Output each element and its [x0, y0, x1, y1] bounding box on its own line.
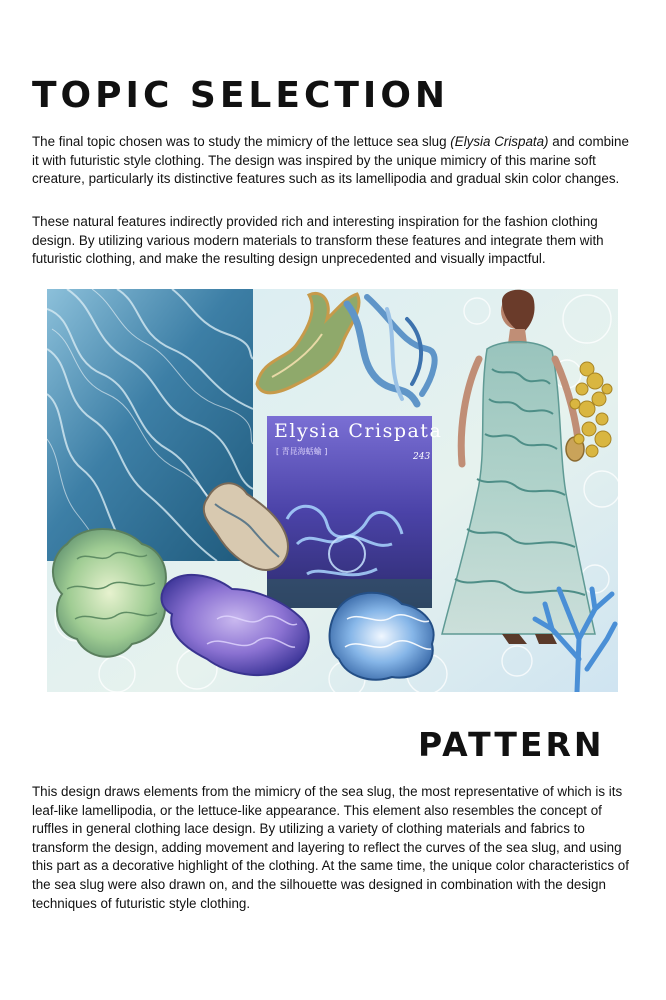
book-cover-page-number: 243 — [413, 452, 431, 462]
moodboard-artwork — [47, 289, 618, 692]
book-cover-title: Elysia Crispata — [274, 420, 443, 442]
topic-intro-paragraph — [32, 133, 632, 189]
species-name-italic: (Elysia Crispata) — [450, 134, 549, 149]
topic-intro-text-start: The final topic chosen was to study the mimicry of the lettuce sea slug — [32, 134, 451, 149]
book-cover-subtitle: [ 青昆海蛞蝓 ] — [276, 447, 328, 456]
pattern-heading: PATTERN — [418, 725, 605, 764]
pattern-description-paragraph: This design draws elements from the mimicry of the sea slug, the most representative of which is its leaf-like lamellipodia, or the lettuce-like appearance. This element also resembles the concept of ruffles in general clothing lace design. By utilizing a variety of clothing materials and fabrics to transform the design, adding movement and layering to reflect the curves of the sea slug, and using this part as a decorative highlight of the clothing. At the same time, the unique color characteristics of the sea slug were also drawn on, and the silhouette was designed in combination with the design techniques of futuristic style clothing. — [32, 784, 629, 911]
sea-slug-moodboard-collage — [47, 289, 618, 692]
topic-selection-heading: TOPIC SELECTION — [32, 75, 450, 116]
topic-inspiration-paragraph: These natural features indirectly provided rich and interesting inspiration for the fashion clothing design. By utilizing various modern materials to transform these features and integrate them with futuristic clothing, and make the resulting design unprecedented and visually impactful. — [32, 214, 604, 267]
topic-intro-text-end: and combine it with futuristic style clothing. The design was inspired by the unique mimicry of this marine soft creature, particularly its distinctive features such as its lamellipodia and gradual skin color changes. — [32, 134, 629, 187]
elysia-crispata-book-cover — [267, 416, 442, 608]
